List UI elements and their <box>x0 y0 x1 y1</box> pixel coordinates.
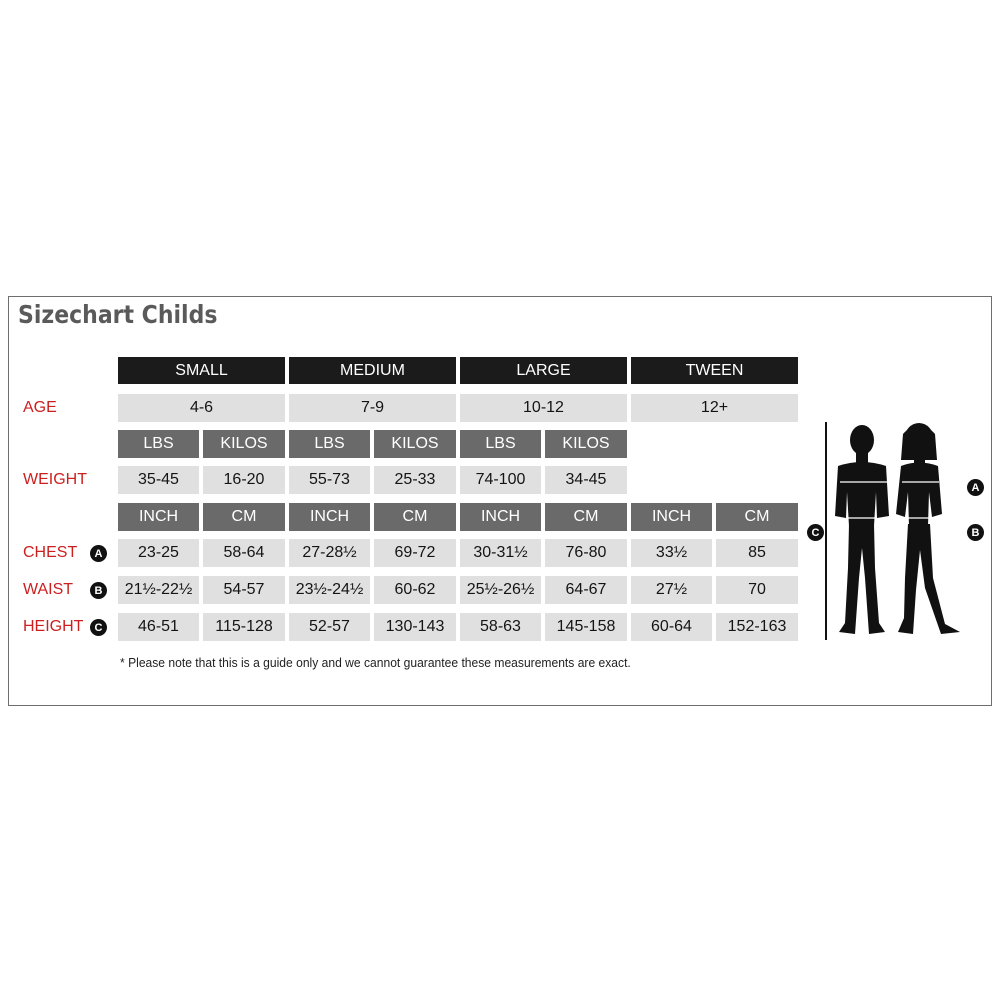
waist-value: 54-57 <box>203 576 285 604</box>
row-label-height: HEIGHT <box>23 618 84 635</box>
size-header-tween: TWEEN <box>631 357 798 384</box>
row-label-age: AGE <box>23 399 57 416</box>
age-value-tween: 12+ <box>631 394 798 422</box>
waist-value: 64-67 <box>545 576 627 604</box>
waist-value: 21½-22½ <box>118 576 199 604</box>
height-value: 46-51 <box>118 613 199 641</box>
weight-unit-lbs: LBS <box>460 430 541 458</box>
measure-unit-inch: INCH <box>118 503 199 531</box>
measure-unit-cm: CM <box>374 503 456 531</box>
height-value: 52-57 <box>289 613 370 641</box>
measure-unit-cm: CM <box>716 503 798 531</box>
chest-badge-icon: A <box>90 545 107 562</box>
figure-marker-waist-icon: B <box>967 524 984 541</box>
size-header-medium: MEDIUM <box>289 357 456 384</box>
height-value: 130-143 <box>374 613 456 641</box>
chest-value: 33½ <box>631 539 712 567</box>
row-label-waist: WAIST <box>23 581 74 598</box>
height-value: 152-163 <box>716 613 798 641</box>
figure-marker-height-icon: C <box>807 524 824 541</box>
size-header-small: SMALL <box>118 357 285 384</box>
measure-unit-inch: INCH <box>289 503 370 531</box>
weight-value: 16-20 <box>203 466 285 494</box>
measure-unit-cm: CM <box>203 503 285 531</box>
height-value: 145-158 <box>545 613 627 641</box>
chest-value: 27-28½ <box>289 539 370 567</box>
figure-marker-chest-icon: A <box>967 479 984 496</box>
row-label-weight: WEIGHT <box>23 471 87 488</box>
chest-value: 30-31½ <box>460 539 541 567</box>
waist-badge-icon: B <box>90 582 107 599</box>
height-badge-icon: C <box>90 619 107 636</box>
waist-value: 60-62 <box>374 576 456 604</box>
weight-unit-kilos: KILOS <box>545 430 627 458</box>
waist-value: 70 <box>716 576 798 604</box>
weight-value: 25-33 <box>374 466 456 494</box>
row-label-chest: CHEST <box>23 544 78 561</box>
page-title: Sizechart Childs <box>18 300 218 329</box>
size-header-large: LARGE <box>460 357 627 384</box>
waist-value: 25½-26½ <box>460 576 541 604</box>
measure-unit-cm: CM <box>545 503 627 531</box>
weight-value: 74-100 <box>460 466 541 494</box>
chest-value: 23-25 <box>118 539 199 567</box>
waist-value: 27½ <box>631 576 712 604</box>
weight-value: 55-73 <box>289 466 370 494</box>
weight-unit-kilos: KILOS <box>203 430 285 458</box>
height-value: 58-63 <box>460 613 541 641</box>
weight-unit-lbs: LBS <box>289 430 370 458</box>
age-value-medium: 7-9 <box>289 394 456 422</box>
measure-unit-inch: INCH <box>460 503 541 531</box>
measure-unit-inch: INCH <box>631 503 712 531</box>
waist-value: 23½-24½ <box>289 576 370 604</box>
height-value: 60-64 <box>631 613 712 641</box>
disclaimer-note: * Please note that this is a guide only and we cannot guarantee these measurements are exact. <box>120 655 631 670</box>
weight-unit-lbs: LBS <box>118 430 199 458</box>
height-value: 115-128 <box>203 613 285 641</box>
weight-unit-kilos: KILOS <box>374 430 456 458</box>
weight-value: 34-45 <box>545 466 627 494</box>
chest-value: 85 <box>716 539 798 567</box>
chest-value: 58-64 <box>203 539 285 567</box>
age-value-large: 10-12 <box>460 394 627 422</box>
weight-value: 35-45 <box>118 466 199 494</box>
chest-value: 69-72 <box>374 539 456 567</box>
age-value-small: 4-6 <box>118 394 285 422</box>
chest-value: 76-80 <box>545 539 627 567</box>
